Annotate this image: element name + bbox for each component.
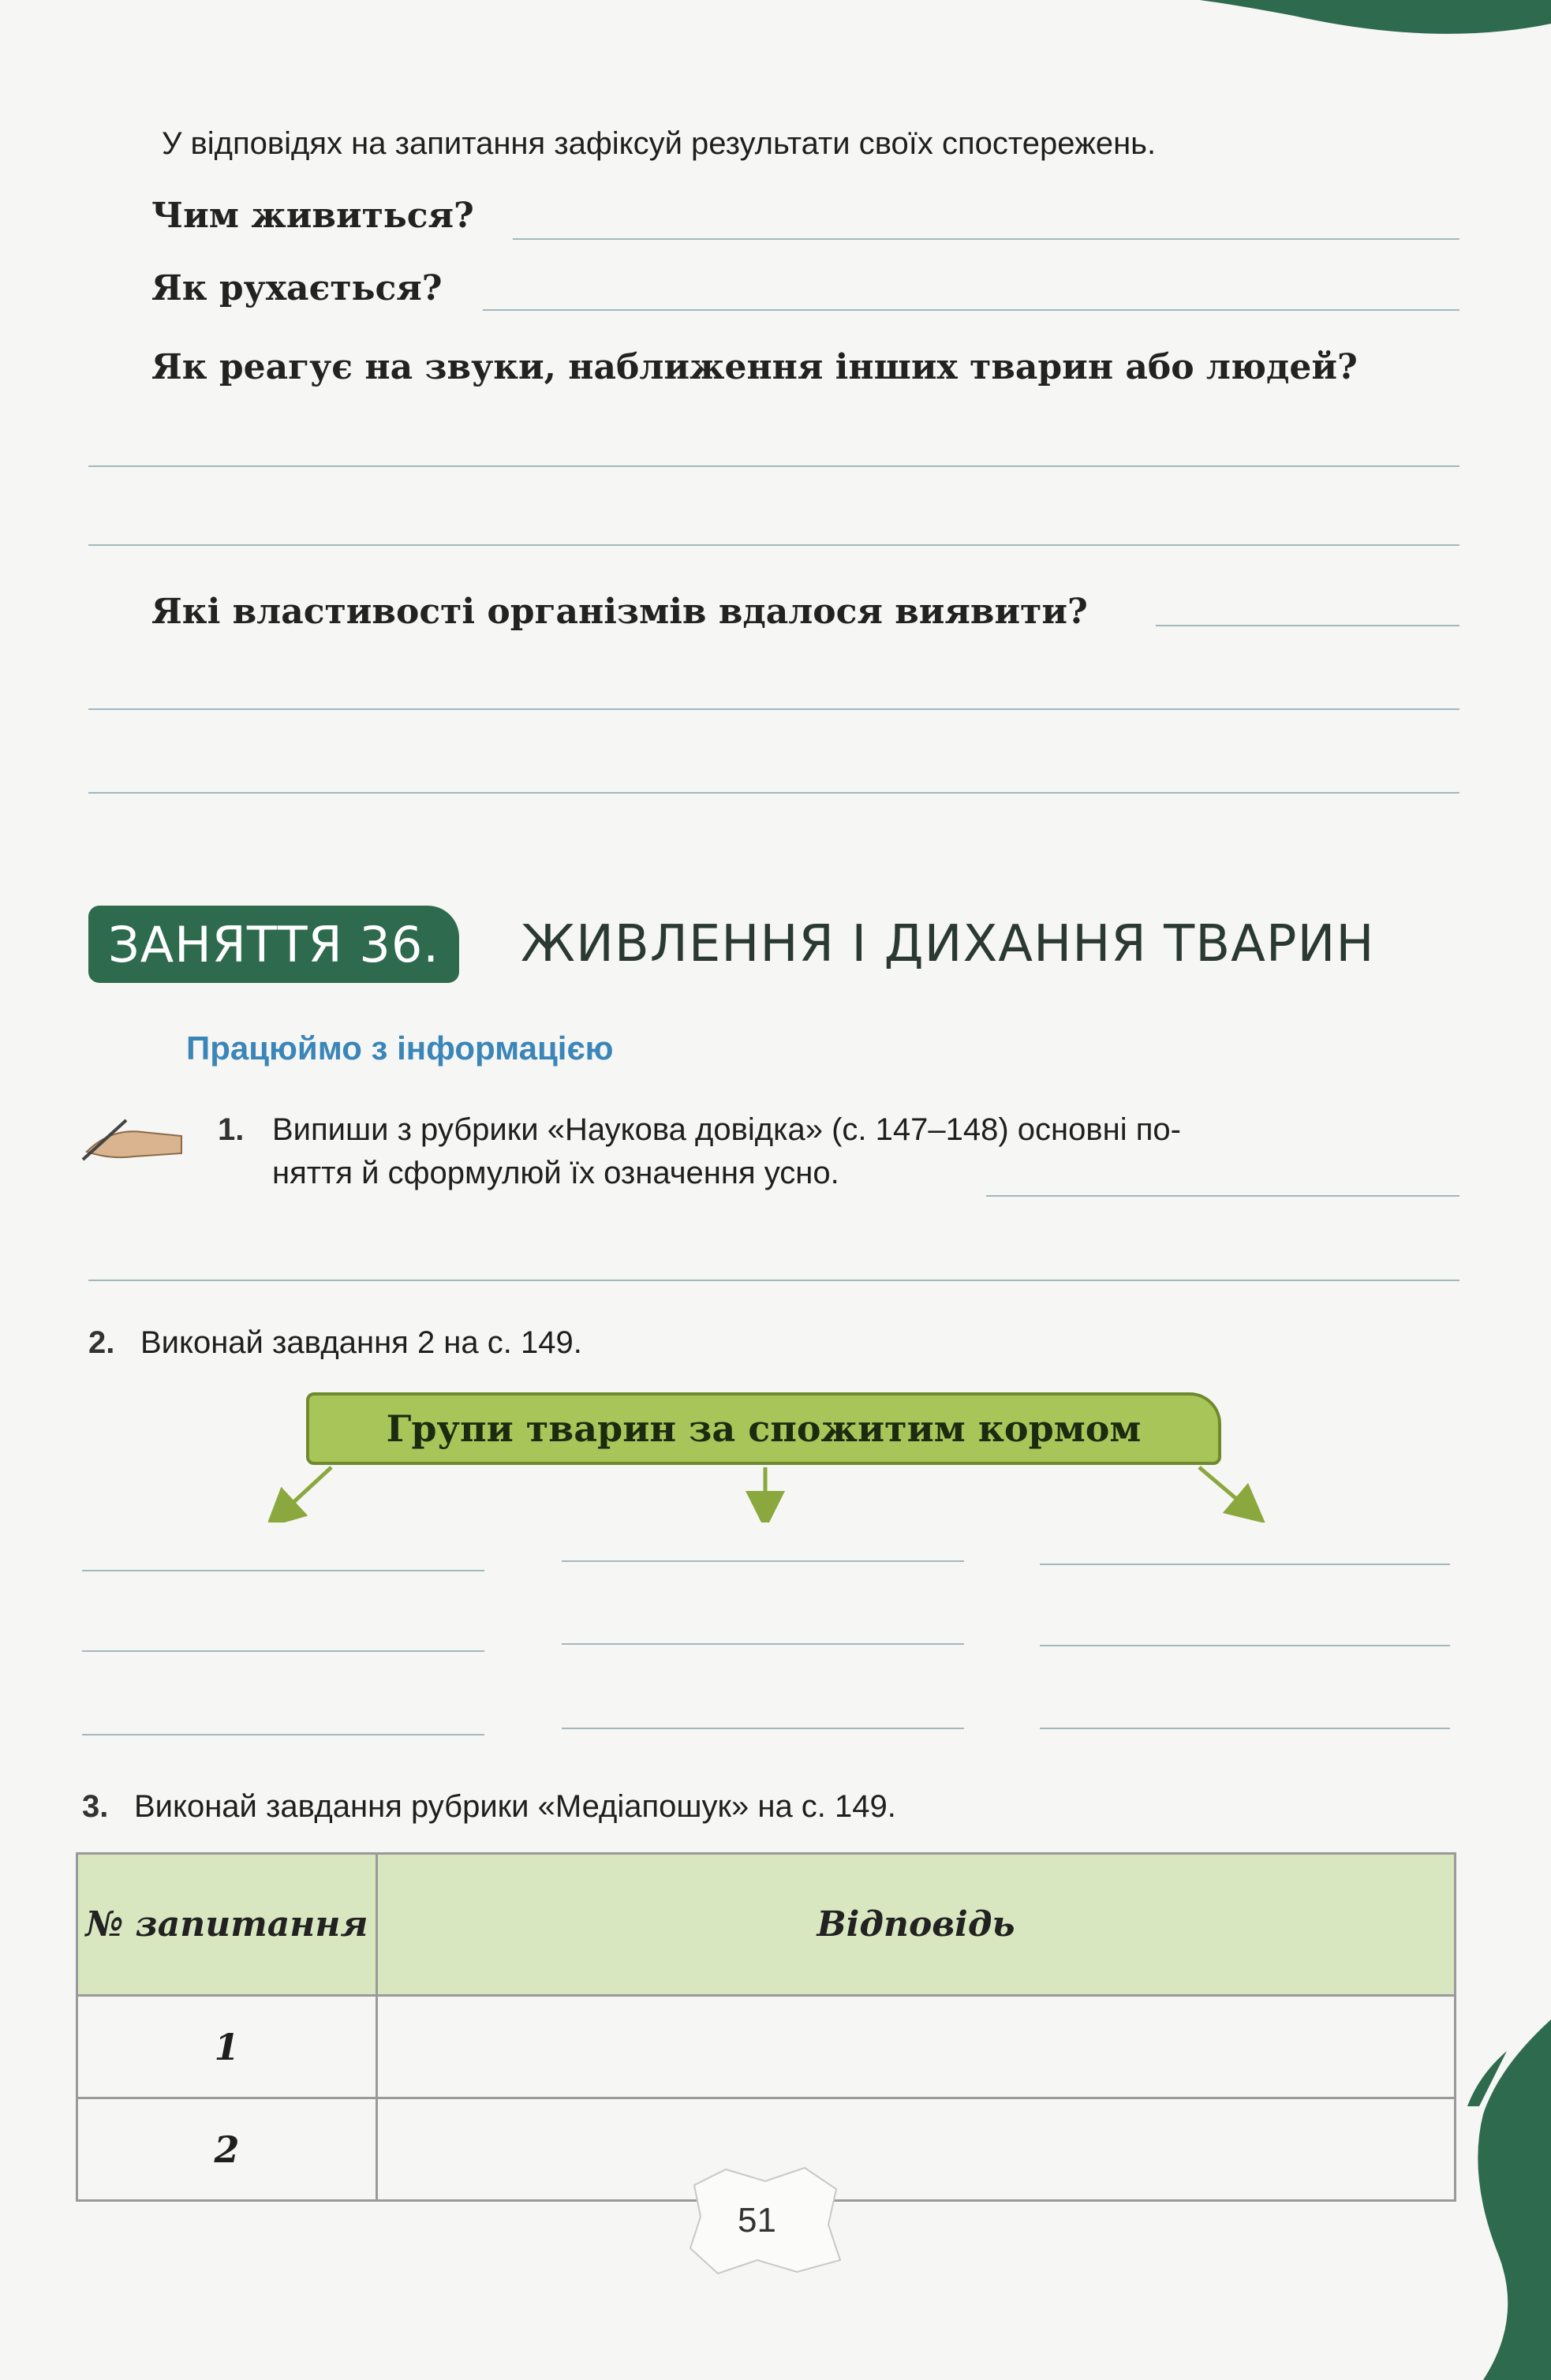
task-3-number: 3. — [82, 1789, 109, 1824]
answer-line[interactable] — [88, 465, 1459, 467]
task-2-number: 2. — [88, 1325, 115, 1360]
answer-line[interactable] — [1040, 1645, 1450, 1646]
media-search-table — [76, 1852, 1456, 2202]
intro-text: У відповідях на запитання зафіксуй результати своїх спостережень. — [162, 126, 1157, 161]
answer-cell[interactable] — [377, 1996, 1456, 2098]
task-1-text-line2: няття й сформулюй їх означення усно. — [272, 1156, 839, 1190]
table-row — [77, 1996, 1456, 2098]
task-1-number: 1. — [218, 1112, 245, 1147]
answer-line[interactable] — [562, 1560, 964, 1562]
branch-arrows — [268, 1459, 1294, 1523]
question-movement: Як рухається? — [151, 268, 443, 308]
answer-line[interactable] — [1156, 625, 1459, 626]
answer-line[interactable] — [82, 1650, 484, 1652]
question-properties: Які властивості організмів вдалося виявити? — [151, 592, 1088, 632]
writing-hand-icon — [79, 1104, 189, 1168]
answer-line[interactable] — [562, 1728, 964, 1729]
answer-line[interactable] — [88, 544, 1459, 546]
answer-line[interactable] — [1040, 1728, 1450, 1729]
answer-line[interactable] — [88, 792, 1459, 794]
answer-line[interactable] — [82, 1734, 484, 1735]
table-header-number: № запитання — [77, 1854, 377, 1996]
lesson-number-badge: ЗАНЯТТЯ 36. — [88, 906, 459, 983]
answer-line[interactable] — [88, 708, 1459, 710]
row-number: 2 — [77, 2098, 377, 2201]
answer-line[interactable] — [562, 1643, 964, 1645]
row-number: 1 — [77, 1996, 377, 2098]
answer-line[interactable] — [513, 238, 1459, 240]
page-number: 51 — [738, 2201, 776, 2240]
answer-line[interactable] — [483, 309, 1459, 311]
answer-line[interactable] — [1040, 1564, 1450, 1565]
section-heading: Працюймо з інформацією — [186, 1029, 614, 1067]
lesson-title: ЖИВЛЕННЯ І ДИХАННЯ ТВАРИН — [521, 915, 1375, 973]
answer-cell[interactable] — [377, 2098, 1456, 2201]
task-1-text-line1: Випиши з рубрики «Наукова довідка» (с. 147–148) основні по- — [272, 1112, 1181, 1147]
food-groups-banner: Групи тварин за спожитим кормом — [306, 1392, 1221, 1465]
answer-line[interactable] — [88, 1280, 1459, 1281]
answer-line[interactable] — [82, 1570, 484, 1571]
top-right-leaf-decoration — [1199, 0, 1551, 47]
task-3-text: Виконай завдання рубрики «Медіапошук» на с. 149. — [134, 1789, 896, 1824]
question-food: Чим живиться? — [151, 196, 474, 236]
answer-line[interactable] — [986, 1195, 1459, 1197]
task-2-text: Виконай завдання 2 на с. 149. — [140, 1325, 582, 1360]
question-reaction: Як реагує на звуки, наближення інших тварин або людей? — [151, 347, 1358, 387]
table-header-answer: Відповідь — [377, 1854, 1456, 1996]
